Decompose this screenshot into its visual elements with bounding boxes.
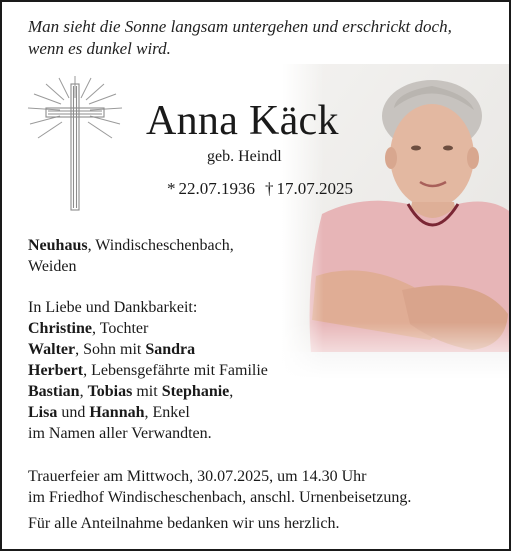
mourners-closing: im Namen aller Verwandten. (28, 425, 212, 442)
mourner-line: Lisa und Hannah, Enkel (28, 404, 190, 421)
death-date: 17.07.2025 (276, 179, 353, 198)
mourner-line: Christine, Tochter (28, 320, 149, 337)
mourners-intro: In Liebe und Dankbarkeit: (28, 299, 198, 316)
deceased-name: Anna Käck (146, 98, 339, 144)
birth-symbol: * (167, 179, 176, 198)
thanks-note: Für alle Anteilnahme bedanken wir uns herzlich. (28, 515, 340, 532)
mourner-line: Bastian, Tobias mit Stephanie, (28, 383, 234, 400)
maiden-name: geb. Heindl (207, 148, 282, 165)
life-dates (167, 178, 353, 200)
funeral-line-2: im Friedhof Windischeschenbach, anschl. Urnenbeisetzung. (28, 489, 412, 506)
residence-town: Neuhaus (28, 237, 88, 254)
quote-line-2: wenn es dunkel wird. (28, 39, 171, 58)
residence-line-2: Weiden (28, 258, 77, 275)
mourner-line: Walter, Sohn mit Sandra (28, 341, 196, 358)
funeral-line-1: Trauerfeier am Mittwoch, 30.07.2025, um 14.30 Uhr (28, 468, 367, 485)
funeral-info (28, 466, 411, 508)
quote (28, 16, 498, 60)
quote-line-1: Man sieht die Sonne langsam untergehen und erschrickt doch, (28, 17, 452, 36)
birth-date: 22.07.1936 (178, 179, 255, 198)
residence (28, 235, 234, 277)
death-symbol: † (265, 179, 274, 198)
residence-places: , Windischeschenbach, (87, 237, 234, 254)
cross-with-sun-rays-icon (26, 74, 124, 214)
mourners-list (28, 297, 268, 444)
mourner-line: Herbert, Lebensgefährte mit Familie (28, 362, 268, 379)
